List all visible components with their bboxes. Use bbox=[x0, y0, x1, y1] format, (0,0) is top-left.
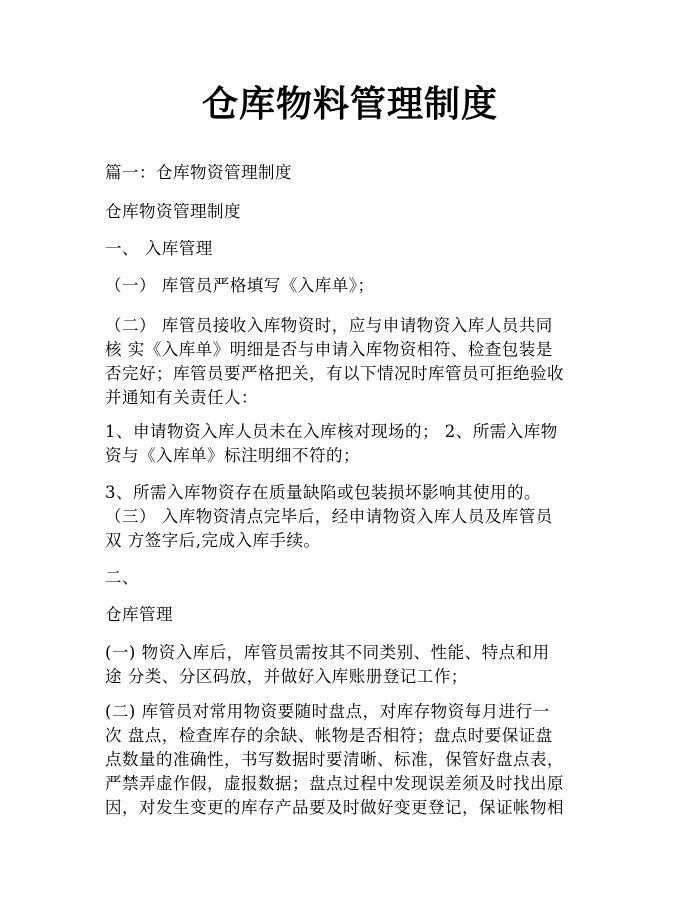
paragraph-warehouse-item-2 bbox=[105, 700, 602, 820]
text-line: 篇一：仓库物资管理制度 bbox=[105, 163, 292, 182]
text-line: 因，对发生变更的库存产品要及时做好变更登记，保证帐物相 bbox=[105, 798, 564, 817]
paragraph-reject-cases bbox=[105, 420, 602, 468]
text-line: 点数量的准确性，书写数据时要清晰、标准，保管好盘点表， bbox=[105, 750, 564, 769]
text-line: 核 实《入库单》明细是否与申请入库物资相符、检查包装是 bbox=[105, 340, 553, 359]
document-title: 仓库物料管理制度 bbox=[201, 83, 498, 125]
text-line: 否完好；库管员要严格把关，有以下情况时库管员可拒绝验收 bbox=[105, 364, 564, 383]
text-line: 并通知有关责任人： bbox=[105, 388, 258, 407]
paragraph-item-2 bbox=[105, 314, 602, 410]
text-line: 仓库管理 bbox=[105, 605, 173, 624]
text-line: 资与《入库单》标注明细不符的； bbox=[105, 446, 360, 465]
paragraph-warehouse-item-1 bbox=[105, 641, 602, 689]
text-line: 一、 入库管理 bbox=[105, 239, 213, 258]
text-line: （三） 入库物资清点完毕后，经申请物资入库人员及库管员 bbox=[105, 507, 553, 526]
text-line: 二、 bbox=[105, 568, 139, 587]
text-line: 1、申请物资入库人员未在入库核对现场的； 2、所需入库物 bbox=[105, 422, 558, 441]
text-line: 次 盘点，检查库存的余缺、帐物是否相符；盘点时要保证盘 bbox=[105, 726, 553, 745]
text-line: 途 分类、分区码放，并做好入库账册登记工作； bbox=[105, 667, 468, 686]
text-line: 仓库物资管理制度 bbox=[105, 202, 241, 221]
text-line: （二） 库管员接收入库物资时，应与申请物资入库人员共同 bbox=[105, 316, 553, 335]
text-line: (一) 物资入库后，库管员需按其不同类别、性能、特点和用 bbox=[105, 643, 550, 662]
paragraph-heading-2 bbox=[105, 566, 602, 590]
paragraph-item-1 bbox=[105, 274, 602, 298]
paragraph-section-heading bbox=[105, 161, 602, 185]
paragraph-item-3 bbox=[105, 481, 602, 553]
paragraph-heading-warehouse bbox=[105, 603, 602, 627]
paragraph-heading-inbound bbox=[105, 237, 602, 261]
text-line: 严禁弄虚作假，虚报数据；盘点过程中发现误差须及时找出原 bbox=[105, 774, 564, 793]
text-line: 3、所需入库物资存在质量缺陷或包装损坏影响其使用的。 bbox=[105, 483, 541, 502]
text-line: （一） 库管员严格填写《入库单》； bbox=[105, 276, 375, 295]
text-line: (二) 库管员对常用物资要随时盘点，对库存物资每月进行一 bbox=[105, 702, 550, 721]
text-line: 双 方签字后,完成入库手续。 bbox=[105, 531, 321, 550]
paragraph-subtitle bbox=[105, 200, 602, 224]
